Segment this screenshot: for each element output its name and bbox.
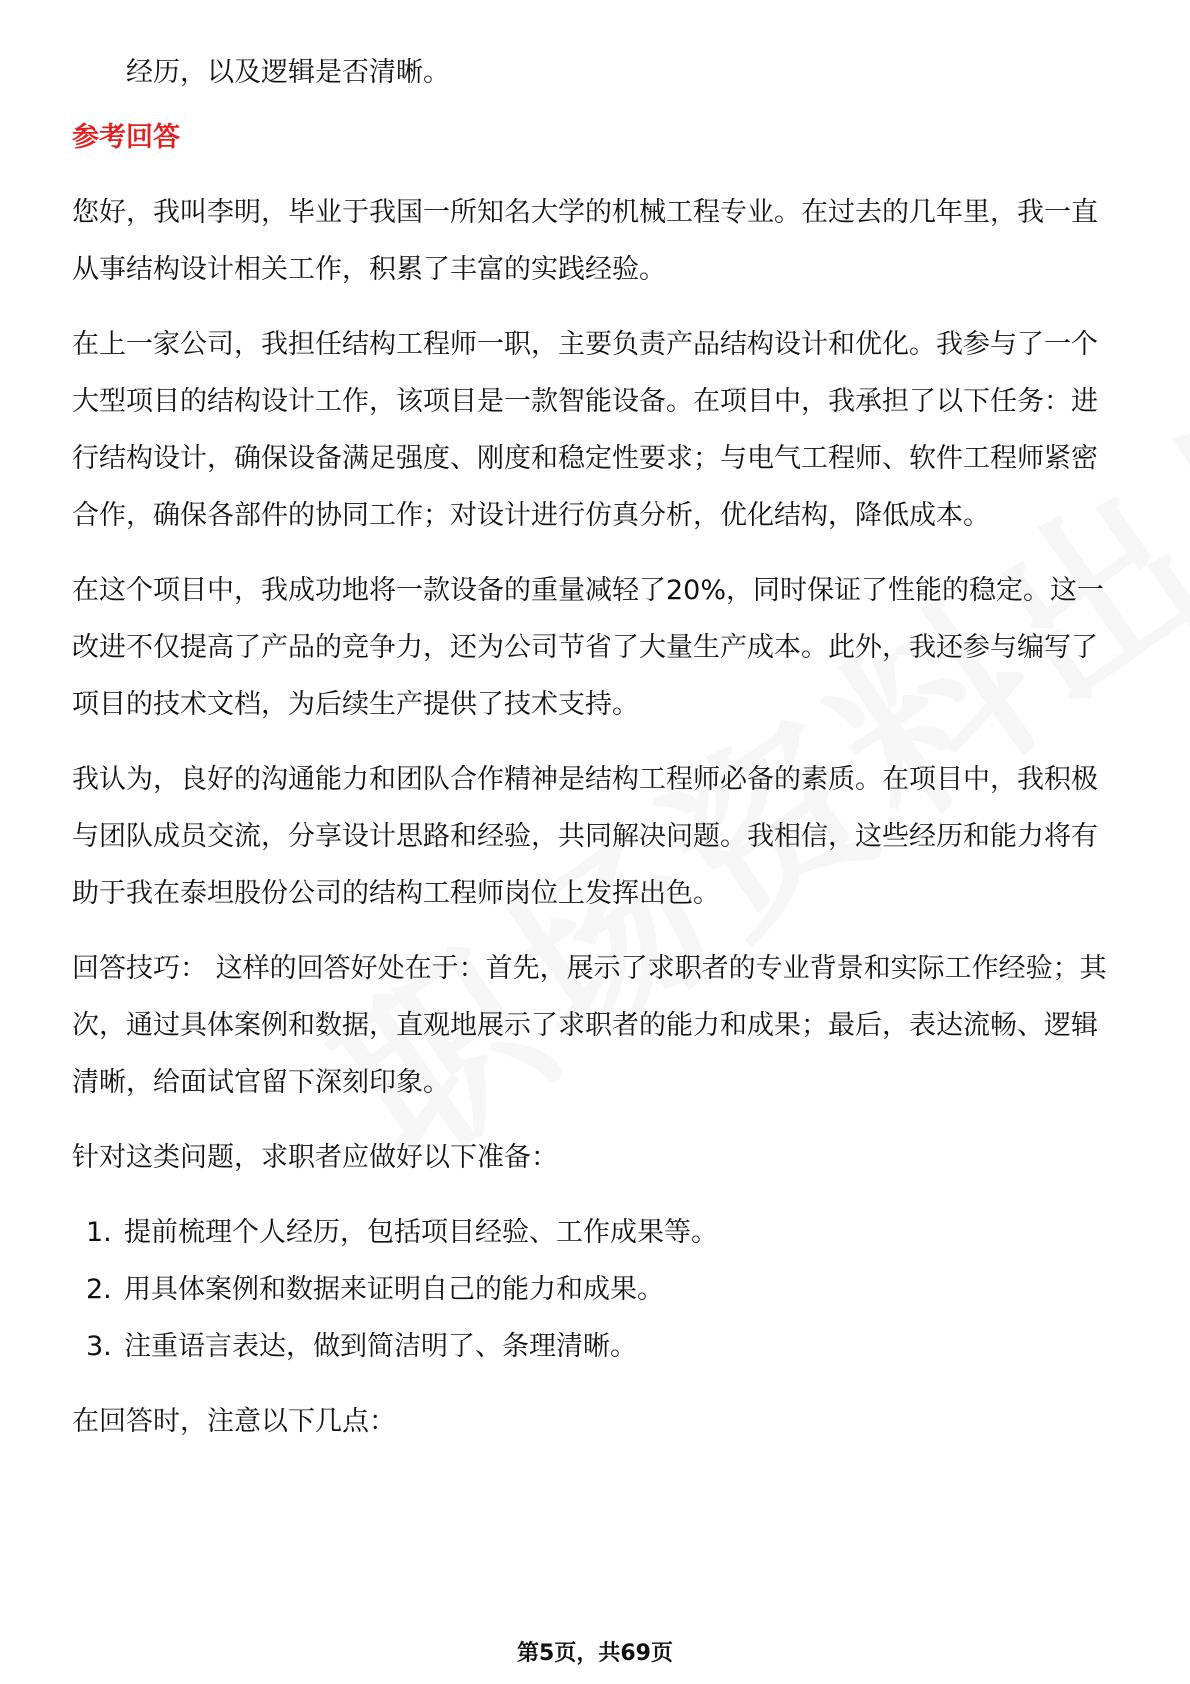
page-content	[72, 44, 1122, 1450]
section-heading: 参考回答	[72, 122, 180, 153]
list-item	[72, 1204, 1122, 1261]
list-item	[72, 1261, 1122, 1318]
list-number: 1.	[86, 1217, 112, 1248]
page-footer: 第5页，共69页	[517, 1641, 673, 1666]
list-item-text: 用具体案例和数据来证明自己的能力和成果。	[124, 1274, 664, 1305]
prep-list	[72, 1204, 1122, 1375]
continuation-text: 经历，以及逻辑是否清晰。	[126, 57, 450, 88]
closing-text: 在回答时，注意以下几点：	[72, 1406, 396, 1437]
paragraph: 您好，我叫李明，毕业于我国一所知名大学的机械工程专业。在过去的几年里，我一直从事结构设计相关工作，积累了丰富的实践经验。	[72, 197, 1098, 285]
list-item-text: 提前梳理个人经历，包括项目经验、工作成果等。	[124, 1217, 718, 1248]
list-number: 3.	[86, 1331, 112, 1362]
list-item-text: 注重语言表达，做到简洁明了、条理清晰。	[124, 1331, 637, 1362]
paragraph: 回答技巧： 这样的回答好处在于：首先，展示了求职者的专业背景和实际工作经验；其次，通过具体案例和数据，直观地展示了求职者的能力和成果；最后，表达流畅、逻辑清晰，给面试官留下深刻印象。	[72, 953, 1107, 1098]
list-number: 2.	[86, 1274, 112, 1305]
paragraph: 在这个项目中，我成功地将一款设备的重量减轻了20%，同时保证了性能的稳定。这一改进不仅提高了产品的竞争力，还为公司节省了大量生产成本。此外，我还参与编写了项目的技术文档，为后续生产提供了技术支持。	[72, 575, 1105, 720]
paragraph: 我认为，良好的沟通能力和团队合作精神是结构工程师必备的素质。在项目中，我积极与团队成员交流，分享设计思路和经验，共同解决问题。我相信，这些经历和能力将有助于我在泰坦股份公司的结构工程师岗位上发挥出色。	[72, 764, 1098, 909]
list-item	[72, 1318, 1122, 1375]
paragraph: 针对这类问题，求职者应做好以下准备：	[72, 1142, 558, 1173]
paragraph: 在上一家公司，我担任结构工程师一职，主要负责产品结构设计和优化。我参与了一个大型项目的结构设计工作，该项目是一款智能设备。在项目中，我承担了以下任务：进行结构设计，确保设备满足强度、刚度和稳定性要求；与电气工程师、软件工程师紧密合作，确保各部件的协同工作；对设计进行仿真分析，优化结构，降低成本。	[72, 329, 1098, 531]
